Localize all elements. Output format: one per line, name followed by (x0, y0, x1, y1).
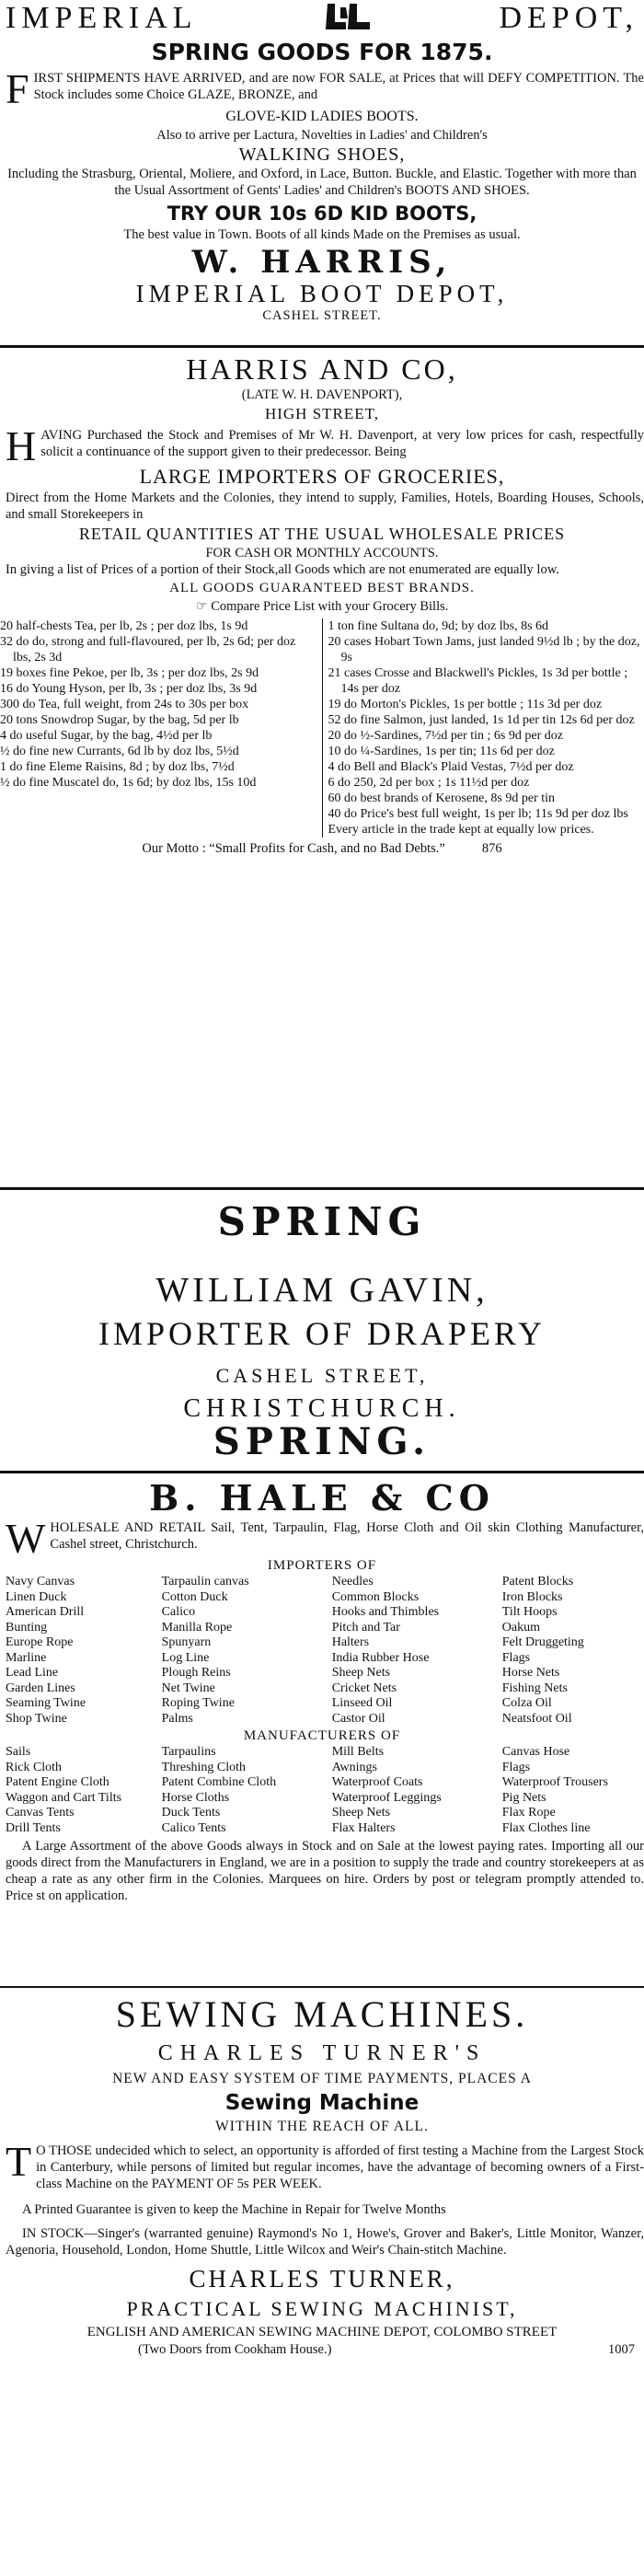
goods-item: Lead Line (6, 1666, 59, 1680)
goods-item: Marline (6, 1650, 47, 1665)
price-item: 1 ton fine Sultana do, 9d; by doz lbs, 8s 6d (328, 619, 549, 633)
price-item: 4 do useful Sugar, by the bag, 4½d per lb (0, 729, 213, 743)
goods-item: Shop Twine (6, 1711, 67, 1726)
price-item: 1 do fine Eleme Raisins, 8d ; by doz lbs, 7½d (0, 760, 235, 774)
depot-line: ENGLISH AND AMERICAN SEWING MACHINE DEPOT, COLOMBO STREET (86, 2325, 558, 2339)
imperial-boot-depot: IMPERIAL BOOT DEPOT, (135, 280, 509, 307)
signature-name: CHARLES TURNER, (189, 2265, 455, 2293)
high-street: HIGH STREET, (264, 405, 380, 422)
william-gavin-advert (0, 1193, 644, 1423)
gavin-street: CASHEL STREET, (215, 1364, 429, 1387)
goods-item: Cotton Duck (161, 1589, 228, 1604)
glove-kid-line: GLOVE-KID LADIES BOOTS. (225, 109, 419, 124)
goods-item: Needles (331, 1575, 374, 1588)
goods-item: India Rubber Hose (331, 1650, 430, 1665)
goods-item: Mill Belts (331, 1745, 385, 1759)
ref-number: 876 (481, 841, 502, 856)
price-item: 60 do best brands of Kerosene, 8s 9d per tin (328, 791, 556, 805)
w-harris-name: W. HARRIS, (191, 244, 453, 281)
guaranteed-brands: ALL GOODS GUARANTEED BEST BRANDS. (169, 581, 475, 595)
price-item: ½ do fine new Currants, 6d lb by doz lbs, 5½d (0, 745, 239, 758)
spring-banner: SPRING. (213, 1420, 431, 1463)
goods-item: Waterproof Leggings (331, 1790, 442, 1805)
dropcap: W (6, 1515, 46, 1562)
goods-item: Threshing Cloth (161, 1760, 247, 1774)
goods-item: Flax Rope (501, 1806, 556, 1819)
goods-item: Roping Twine (161, 1696, 235, 1710)
hale-closing: A Large Assortment of the above Goods always in Stock and on Sale at the lowest paying rates. Importing all our goods direct from the Manufacturers in England, we are in a position to supply the trade and country storekeepers at as cheap a rate as any other firm in the Colonies. Marquees on hire. Orders by post or telegram promptly attended to. Price st on application. (6, 1839, 644, 1903)
price-item: ½ do fine Muscatel do, 1s 6d; by doz lbs, 15s 10d (0, 776, 257, 790)
goods-item: Calico Tents (161, 1820, 226, 1835)
goods-item: Common Blocks (331, 1589, 420, 1604)
gavin-name: WILLIAM GAVIN, (155, 1271, 489, 1310)
try-kid-boots: TRY OUR 10s 6D KID BOOTS, (167, 202, 477, 225)
goods-item: Neatsfoot Oil (501, 1711, 572, 1726)
goods-item: Horse Nets (501, 1666, 560, 1680)
harris-co-name: HARRIS AND CO, (186, 352, 458, 386)
goods-item: Waterproof Coats (331, 1775, 423, 1789)
goods-item: Patent Blocks (501, 1575, 574, 1588)
importers-heading: IMPORTERS OF (267, 1558, 377, 1573)
charles-turner-advert (0, 1992, 644, 2576)
importer-drapery: IMPORTER OF DRAPERY (98, 1315, 546, 1352)
goods-item: Manilla Rope (161, 1620, 233, 1635)
price-item: Every article in the trade kept at equally low prices. (328, 823, 594, 837)
goods-item: Awnings (331, 1760, 377, 1774)
price-item: 6 do 250, 2d per box ; 1s 11½d per doz (328, 776, 530, 790)
goods-item: Castor Oil (331, 1711, 385, 1726)
harris-intro: F IRST SHIPMENTS HAVE ARRIVED, and are now FOR SALE, at Prices that will DEFY COMPETITION. The Stock includes some Choice GLAZE, BRONZE, and (6, 65, 644, 112)
direct-text: Direct from the Home Markets and the Colonies, they intend to supply, Families, Hotels, Boarding Houses, Schools, and small Storekeepers in (6, 491, 644, 522)
list-intro: In giving a list of Prices of a portion of their Stock,all Goods which are not enumerated are equally low. (6, 562, 559, 577)
harris-and-co-advert (0, 352, 644, 1192)
b-hale-advert (0, 1417, 644, 1988)
goods-item: Duck Tents (161, 1806, 221, 1819)
goods-item: Canvas Hose (501, 1745, 570, 1759)
price-item: 40 do Price's best full weight, 1s per lb; 11s 9d per doz lbs (328, 807, 628, 821)
signature-title: PRACTICAL SEWING MACHINIST, (126, 2297, 518, 2320)
price-item: 16 do Young Hyson, per lb, 3s ; per doz lbs, 3s 9d (0, 682, 258, 696)
goods-item: Waterproof Trousers (501, 1775, 608, 1789)
price-item: 19 do Morton's Pickles, 1s per bottle ; 11s 3d per doz (328, 698, 603, 711)
goods-item: Navy Canvas (6, 1575, 75, 1588)
harris-co-intro: H AVING Purchased the Stock and Premises of Mr W. H. Davenport, at very low prices for cash, respectfully solicit a continuance of the support given to their predecessor. Being (6, 422, 644, 469)
goods-item: Net Twine (161, 1681, 215, 1695)
price-item: 20 cases Hobart Town Jams, just landed 9½d lb ; by the doz, 9s (328, 635, 640, 664)
goods-item: Halters (331, 1635, 370, 1649)
late-davenport: (LATE W. H. DAVENPORT), (241, 387, 403, 402)
within-reach: WITHIN THE REACH OF ALL. (215, 2119, 429, 2134)
goods-item: Pig Nets (501, 1790, 546, 1805)
goods-item: Colza Oil (501, 1696, 552, 1710)
goods-item: Hooks and Thimbles (331, 1605, 440, 1619)
boot-emblem-icon (322, 2, 375, 36)
price-column-right (323, 618, 644, 837)
goods-item: Calico (161, 1605, 196, 1619)
motto-line (0, 841, 644, 857)
divider (0, 1986, 644, 1988)
turner-name: CHARLES TURNER'S (157, 2041, 487, 2065)
divider (0, 345, 644, 348)
guarantee-text: A Printed Guarantee is given to keep the Machine in Repair for Twelve Months (22, 2202, 446, 2217)
harris-boot-advert (0, 0, 644, 344)
price-item: 21 cases Crosse and Blackwell's Pickles, 1s 3d per bottle ; 14s per doz (328, 666, 628, 696)
goods-item: Linseed Oil (331, 1696, 393, 1710)
location: (Two Doors from Cookham House.) (138, 2342, 332, 2357)
goods-item: Tarpaulins (161, 1745, 216, 1759)
turner-intro: T O THOSE undecided which to select, an opportunity is afforded of first testing a Machine from the Largest Stock in Canterbury, while persons of limited but regular incomes, have the advantage of becoming owners of a First-class Machine on the PAYMENT OF 5s PER WEEK. (6, 2138, 644, 2191)
spring-banner: SPRING (217, 1199, 427, 1244)
large-importers: LARGE IMPORTERS OF GROCERIES, (139, 465, 505, 488)
price-item: 19 boxes fine Pekoe, per lb, 3s ; per doz lbs, 2s 9d (0, 666, 259, 680)
price-item: 32 do do, strong and full-flavoured, per lb, 2s 6d; per doz lbs, 2s 3d (0, 635, 296, 664)
price-item: 52 do fine Salmon, just landed, 1s 1d per tin 12s 6d per doz (328, 713, 635, 727)
sewing-machines-headline: SEWING MACHINES. (115, 1993, 529, 2035)
christchurch: CHRISTCHURCH. (183, 1394, 461, 1423)
goods-item: Sails (6, 1745, 31, 1759)
pointing-hand-icon: ☞ (195, 599, 208, 614)
in-stock-text: IN STOCK—Singer's (warranted genuine) Raymond's No 1, Howe's, Grover and Baker's, Little Monitor, Wanzer, Agenoria, Household, London, Home Shuttle, Little Wilcox and Weir's Chain-stitch Machine. (6, 2226, 644, 2258)
goods-item: American Drill (6, 1605, 85, 1619)
hale-intro: W HOLESALE AND RETAIL Sail, Tent, Tarpaulin, Flag, Horse Cloth and Oil skin Clothing Manufacturer, Cashel street, Christchurch. (6, 1515, 644, 1562)
goods-item: Waggon and Cart Tilts (6, 1790, 122, 1805)
goods-item: Sheep Nets (331, 1806, 391, 1819)
price-item: 20 half-chests Tea, per lb, 2s ; per doz lbs, 1s 9d (0, 619, 248, 633)
price-item: 4 do Bell and Black's Plaid Vestas, 7½d per doz (328, 760, 574, 774)
goods-item: Spunyarn (161, 1635, 212, 1649)
price-list (0, 618, 644, 837)
spring-goods-headline: SPRING GOODS FOR 1875. (151, 39, 493, 65)
retail-quantities: RETAIL QUANTITIES AT THE USUAL WHOLESALE PRICES (78, 525, 566, 543)
dropcap: H (6, 422, 37, 469)
goods-item: Tarpaulin canvas (161, 1575, 249, 1588)
goods-item: Flags (501, 1760, 531, 1774)
goods-item: Iron Blocks (501, 1589, 563, 1604)
goods-item: Palms (161, 1711, 193, 1726)
price-item: 10 do ¼-Sardines, 1s per tin; 11s 6d per doz (328, 745, 555, 758)
goods-item: Fishing Nets (501, 1681, 568, 1695)
goods-item: Cricket Nets (331, 1681, 397, 1695)
price-item: 20 tons Snowdrop Sugar, by the bag, 5d per lb (0, 713, 239, 727)
imperial-depot-header (0, 0, 644, 37)
hale-name: B. HALE & CO (149, 1477, 495, 1519)
also-arrive-line: Also to arrive per Lactura, Novelties in Ladies' and Children's (156, 128, 488, 143)
manufacturers-grid (0, 1745, 644, 1836)
divider (0, 1187, 644, 1190)
goods-item: Flax Halters (331, 1820, 396, 1835)
price-item: 20 do ½-Sardines, 7½d per tin ; 6s 9d per doz (328, 729, 563, 743)
goods-item: Patent Combine Cloth (161, 1775, 277, 1789)
price-column-left (0, 618, 323, 837)
goods-item: Pitch and Tar (331, 1620, 400, 1635)
header-right: DEPOT, (499, 1, 638, 35)
goods-item: Plough Reins (161, 1666, 231, 1680)
goods-item: Drill Tents (6, 1820, 61, 1835)
ref-number: 1007 (608, 2342, 635, 2357)
goods-item: Linen Duck (6, 1589, 67, 1604)
goods-item: Garden Lines (6, 1681, 75, 1695)
goods-item: Europe Rope (6, 1635, 74, 1649)
goods-item: Flags (501, 1650, 531, 1665)
goods-item: Tilt Hoops (501, 1605, 558, 1619)
cashel-street: CASHEL STREET. (262, 308, 382, 323)
goods-item: Canvas Tents (6, 1806, 75, 1819)
header-left: IMPERIAL (6, 1, 198, 35)
goods-item: Sheep Nets (331, 1666, 391, 1680)
price-item: 300 do Tea, full weight, from 24s to 30s per box (0, 698, 249, 711)
manufacturers-heading: MANUFACTURERS OF (243, 1728, 401, 1743)
goods-item: Oakum (501, 1620, 540, 1635)
goods-item: Log Line (161, 1650, 210, 1665)
cash-accounts: FOR CASH OR MONTHLY ACCOUNTS. (205, 546, 439, 560)
best-value-line: The best value in Town. Boots of all kinds Made on the Premises as usual. (123, 227, 521, 242)
goods-item: Felt Druggeting (501, 1635, 584, 1649)
motto: Our Motto : “Small Profits for Cash, and no Bad Debts.” (142, 841, 445, 856)
including-text: Including the Strasburg, Oriental, Moliere, and Oxford, in Lace, Button. Buckle, and Elastic. Together with more than the Usual Assortment of Gents' Ladies' and Children's BOOTS AND SHOES. (7, 167, 637, 198)
goods-item: Bunting (6, 1620, 48, 1635)
sewing-machine-line: Sewing Machine (224, 2091, 420, 2115)
goods-item: Rick Cloth (6, 1760, 63, 1774)
importers-grid (0, 1575, 644, 1727)
dropcap: F (6, 65, 29, 112)
time-payments: NEW AND EASY SYSTEM OF TIME PAYMENTS, PLACES A (112, 2071, 532, 2086)
goods-item: Horse Cloths (161, 1790, 230, 1805)
location-line (0, 2341, 644, 2358)
dropcap: T (6, 2138, 32, 2185)
divider (0, 1471, 644, 1473)
walking-shoes: WALKING SHOES, (238, 144, 406, 165)
goods-item: Patent Engine Cloth (6, 1775, 109, 1789)
goods-item: Flax Clothes line (501, 1820, 591, 1835)
goods-item: Seaming Twine (6, 1696, 86, 1710)
compare-line: ☞ Compare Price List with your Grocery Bills. (195, 599, 449, 614)
